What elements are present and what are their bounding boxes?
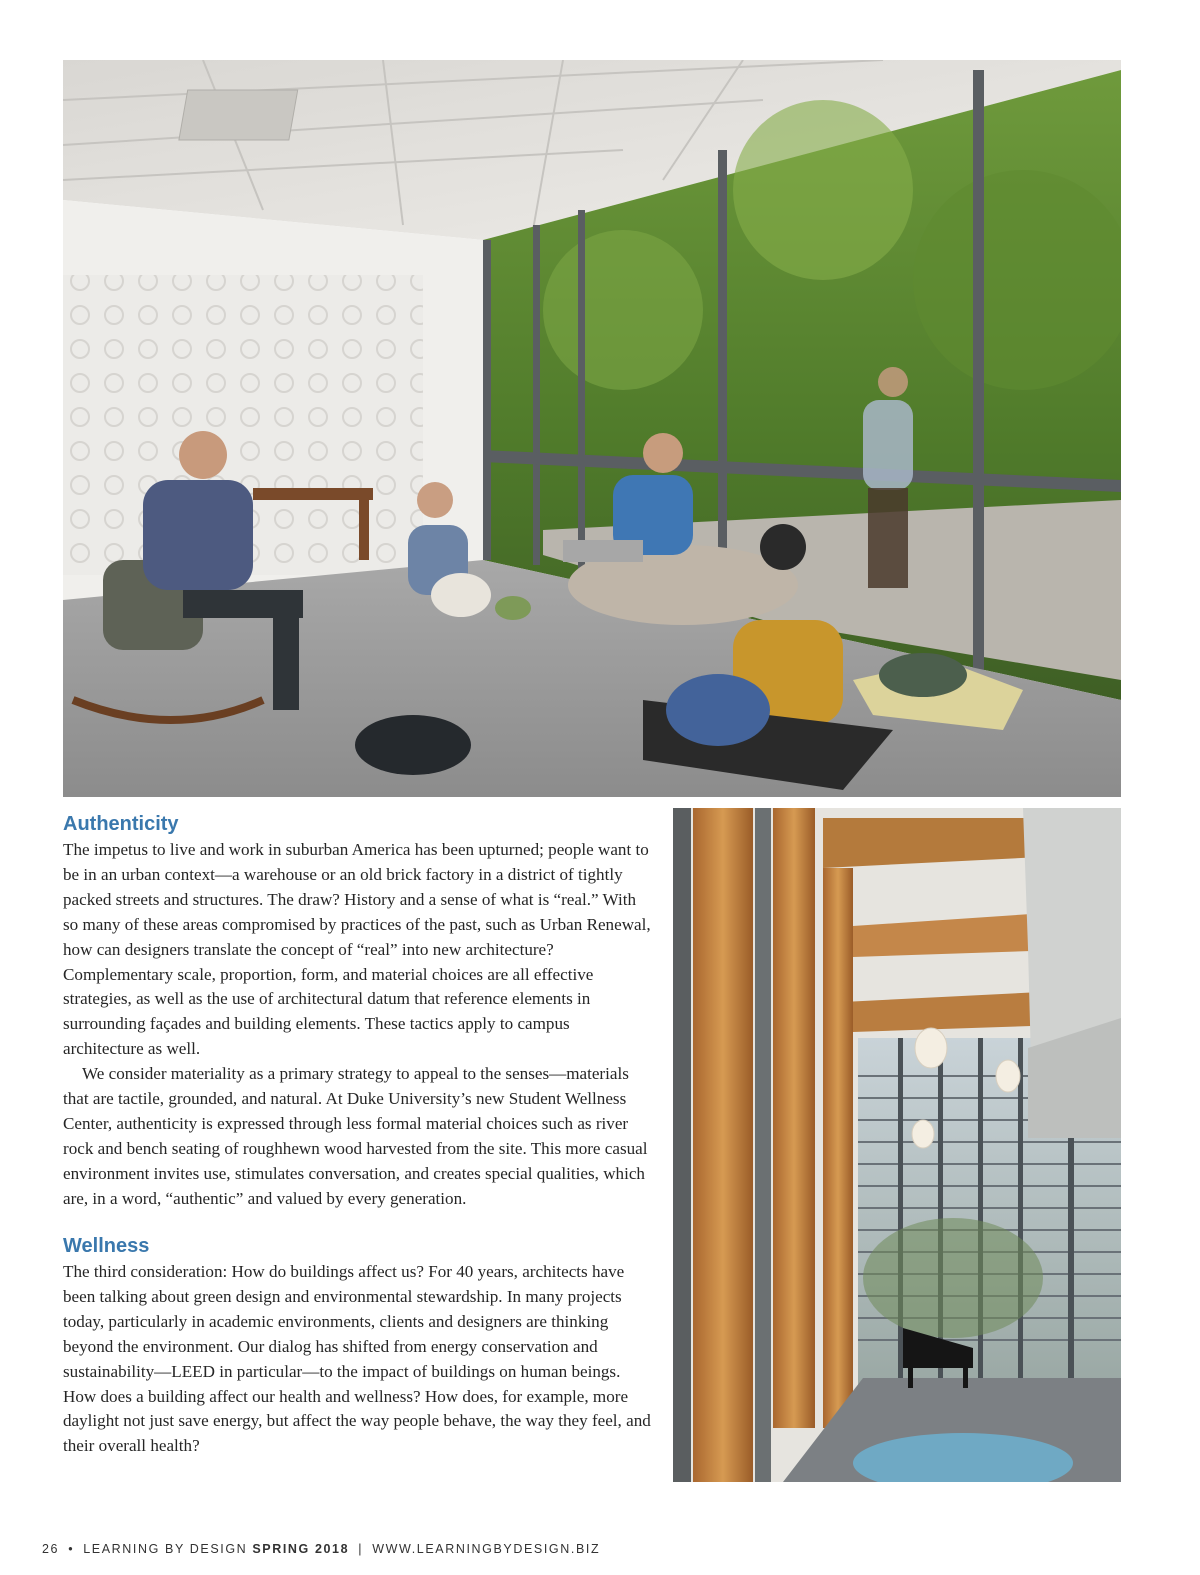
authenticity-paragraph-2: We consider materiality as a primary strategy to appeal to the senses—materials that are tactile, grounded, and natural. At Duke University’s new Student Wellness Center, authenticity is expressed through less formal material choices such as river rock and bench seating of roughhewn wood harvested from the site. This more casual environment invites use, stimulates conversation, and creates special qualities, which are, in a word, “authentic” and valued by every generation. [63, 1064, 648, 1208]
authenticity-section [63, 812, 653, 1212]
website-link[interactable]: WWW.LEARNINGBYDESIGN.BIZ [372, 1542, 601, 1556]
wellness-heading: Wellness [63, 1235, 150, 1257]
lounge-room-photo [63, 60, 1121, 797]
magazine-name: LEARNING BY DESIGN [83, 1542, 248, 1556]
atrium-photo [673, 808, 1121, 1482]
wellness-paragraph-1: The third consideration: How do buildings affect us? For 40 years, architects have been talking about green design and environmental stewardship. In many projects today, particularly in academic environments, clients and designers are thinking beyond the environment. Our dialog has shifted from energy conservation and sustainability—LEED in particular—to the impact of buildings on human beings. How does a building affect our health and wellness? How does, for example, more daylight not just save energy, but affect the way people behave, the way they feel, and their overall health? [63, 1262, 651, 1456]
footer-bullet: • [68, 1542, 75, 1556]
issue-label: SPRING 2018 [252, 1542, 350, 1556]
authenticity-paragraph-1: The impetus to live and work in suburban America has been upturned; people want to be in an urban context—a warehouse or an old brick factory in a district of tightly packed streets and structures. The draw? History and a sense of what is “real.” With so many of these areas compromised by practices of the past, such as Urban Renewal, how can designers translate the concept of “real” into new architecture? Complementary scale, proportion, form, and material choices are all effective strategies, as well as the use of architectural datum that reference elements in surrounding façades and building elements. These tactics apply to campus architecture as well. [63, 840, 651, 1059]
authenticity-heading: Authenticity [63, 813, 179, 835]
page-number: 26 [42, 1542, 60, 1556]
footer-divider: | [358, 1542, 364, 1556]
wellness-section [63, 1234, 653, 1459]
page-footer [42, 1542, 600, 1556]
